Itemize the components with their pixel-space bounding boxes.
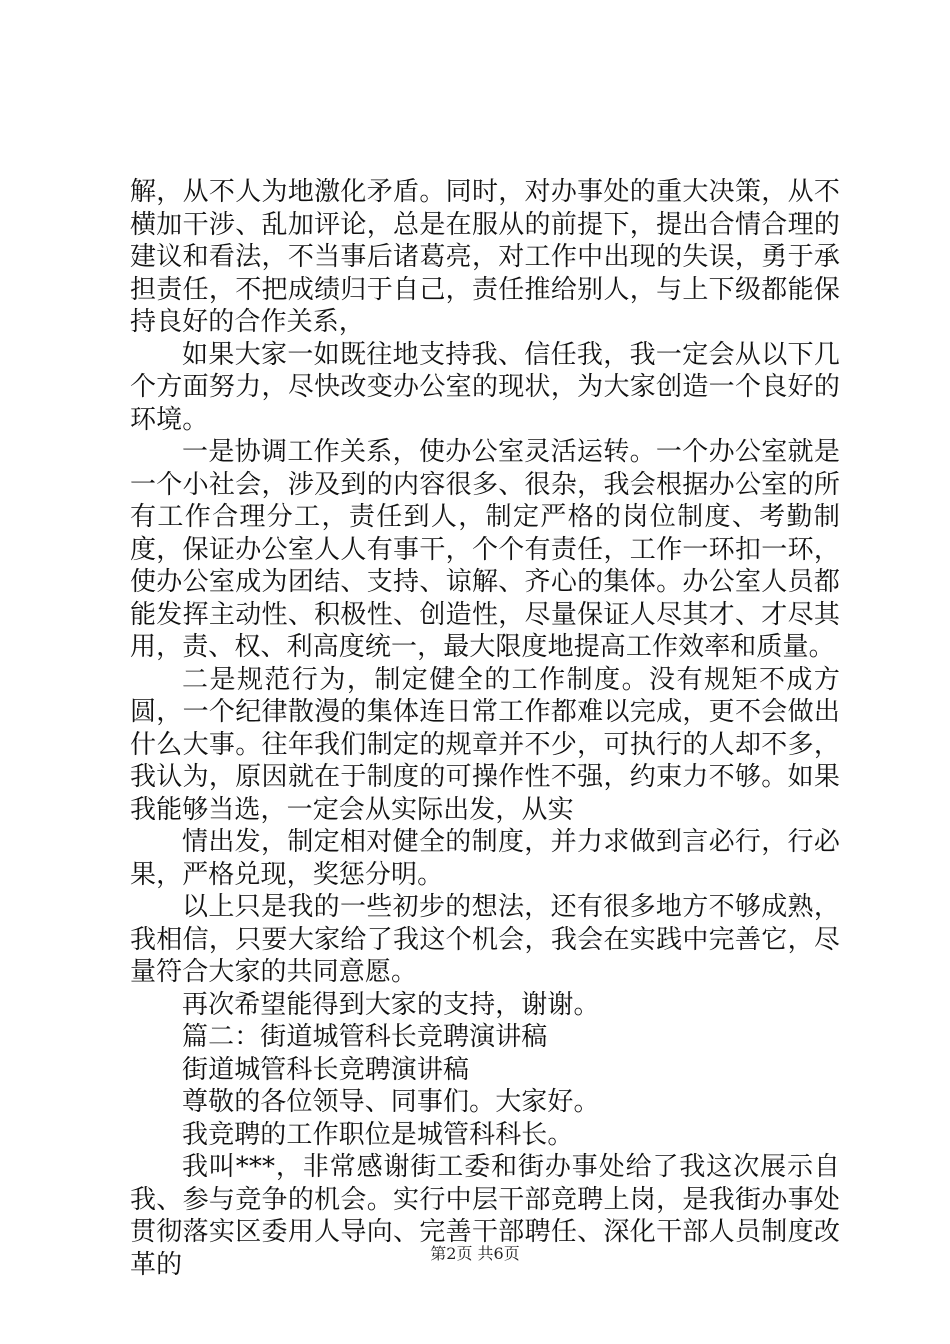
paragraph-1: 解，从不人为地激化矛盾。同时，对办事处的重大决策，从不横加干涉、乱加评论，总是在服从的前提下，提出合情合理的建议和看法，不当事后诸葛亮，对工作中出现的失误，勇于承担责任，不把成绩归于自己，责任推给别人，与上下级都能保持良好的合作关系， bbox=[130, 177, 840, 337]
paragraph-11: 我竞聘的工作职位是城管科科长。 bbox=[182, 1119, 574, 1150]
paragraph-3: 一是协调工作关系，使办公室灵活运转。一个办公室就是一个小社会，涉及到的内容很多、很杂，我会根据办公室的所有工作合理分工，责任到人，制定严格的岗位制度、考勤制度，保证办公室人人有事干，个个有责任，工作一环扣一环，使办公室成为团结、支持、谅解、齐心的集体。办公室人员都能发挥主动性、积极性、创造性，尽量保证人尽其才、才尽其用，责、权、利高度统一，最大限度地提高工作效率和质量。 bbox=[130, 437, 840, 662]
paragraph-4: 二是规范行为，制定健全的工作制度。没有规矩不成方圆，一个纪律散漫的集体连日常工作都难以完成，更不会做出什么大事。往年我们制定的规章并不少，可执行的人却不多，我认为，原因就在于制度的可操作性不强，约束力不够。如果我能够当选，一定会从实际出发，从实 bbox=[130, 664, 840, 825]
document-body bbox=[130, 176, 840, 1281]
paragraph-6: 以上只是我的一些初步的想法，还有很多地方不够成熟，我相信，只要大家给了我这个机会，我会在实践中完善它，尽量符合大家的共同意愿。 bbox=[130, 892, 840, 987]
salutation: 尊敬的各位领导、同事们。大家好。 bbox=[182, 1087, 600, 1117]
paragraph-2: 如果大家一如既往地支持我、信任我，我一定会从以下几个方面努力，尽快改变办公室的现状，为大家创造一个良好的环境。 bbox=[130, 339, 840, 435]
paragraph-5: 情出发，制定相对健全的制度，并力求做到言必行，行必果，严格兑现，奖惩分明。 bbox=[130, 827, 840, 890]
paragraph-12: 我叫***，非常感谢街工委和街办事处给了我这次展示自我、参与竞争的机会。实行中层干部竞聘上岗，是我街办事处贯彻落实区委用人导向、完善干部聘任、深化干部人员制度改革的 bbox=[130, 1152, 840, 1280]
page-number-footer: 第2页 共6页 bbox=[430, 1244, 520, 1263]
speech-title: 街道城管科长竞聘演讲稿 bbox=[182, 1054, 470, 1085]
paragraph-7: 再次希望能得到大家的支持，谢谢。 bbox=[182, 989, 600, 1020]
section-heading: 篇二：街道城管科长竞聘演讲稿 bbox=[182, 1022, 548, 1052]
